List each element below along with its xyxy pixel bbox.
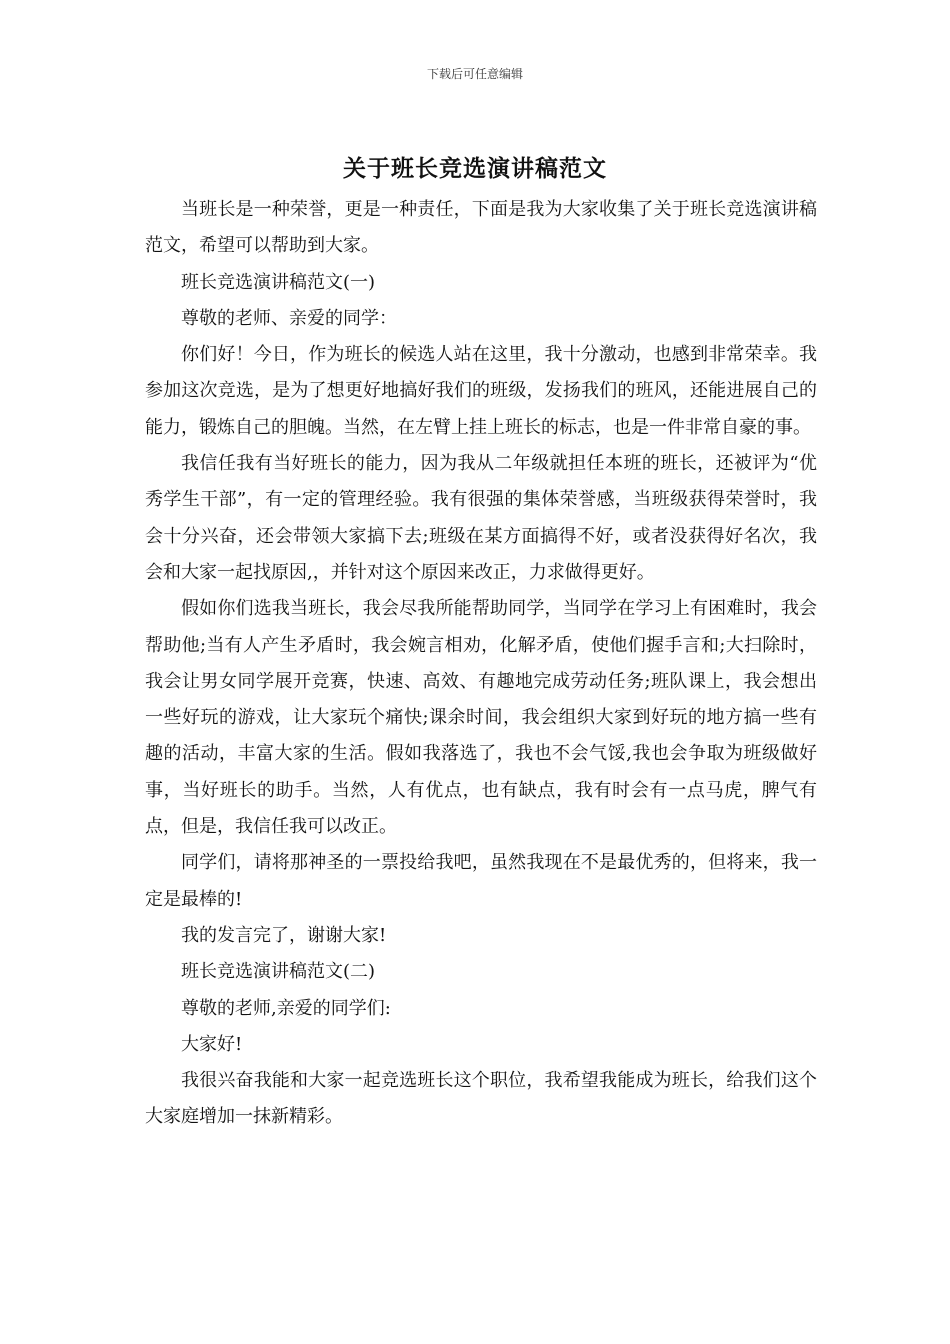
closing-line: 我的发言完了，谢谢大家! [181,924,387,946]
speech-paragraph: 同学们，请将那神圣的一票投给我吧，虽然我现在不是最优秀的，但将来，我一定是最棒的! [145,852,817,910]
header-note: 下载后可任意编辑 [426,67,523,81]
speech-paragraph: 我很兴奋我能和大家一起竞选班长这个职位，我希望我能成为班长，给我们这个大家庭增加一抹新精彩。 [145,1070,817,1128]
speech-paragraph: 我信任我有当好班长的能力，因为我从二年级就担任本班的班长，还被评为“优秀学生干部”，有一定的管理经验。我有很强的集体荣誉感，当班级获得荣誉时，我会十分兴奋，还会带领大家搞下去;班级在某方面搞得不好，或者没获得好名次，我会和大家一起找原因,，并针对这个原因来改正，力求做得更好。 [145,453,817,583]
section-heading-2: 班长竞选演讲稿范文(二) [181,961,376,983]
section-heading-1: 班长竞选演讲稿范文(一) [181,271,376,293]
speech-paragraph: 你们好！今日，作为班长的候选人站在这里，我十分激动，也感到非常荣幸。我参加这次竞选，是为了想更好地搞好我们的班级，发扬我们的班风，还能进展自己的能力，锻炼自己的胆魄。当然，在左臂上挂上班长的标志，也是一件非常自豪的事。 [145,344,817,438]
speech-paragraph: 假如你们选我当班长，我会尽我所能帮助同学，当同学在学习上有困难时，我会帮助他;当有人产生矛盾时，我会婉言相劝，化解矛盾，使他们握手言和;大扫除时，我会让男女同学展开竞赛，快速、高效、有趣地完成劳动任务;班队课上，我会想出一些好玩的游戏，让大家玩个痛快;课余时间，我会组织大家到好玩的地方搞一些有趣的活动，丰富大家的生活。假如我落选了，我也不会气馁,我也会争取为班级做好事，当好班长的助手。当然，人有优点，也有缺点，我有时会有一点马虎，脾气有点，但是，我信任我可以改正。 [145,598,817,838]
greeting-line: 大家好! [181,1033,243,1055]
document-body [145,192,817,1136]
salutation-2: 尊敬的老师,亲爱的同学们: [181,997,391,1019]
intro-paragraph: 当班长是一种荣誉，更是一种责任，下面是我为大家收集了关于班长竞选演讲稿范文，希望可以帮助到大家。 [145,199,817,257]
document-title: 关于班长竞选演讲稿范文 [343,156,607,182]
salutation-1: 尊敬的老师、亲爱的同学： [181,307,397,329]
